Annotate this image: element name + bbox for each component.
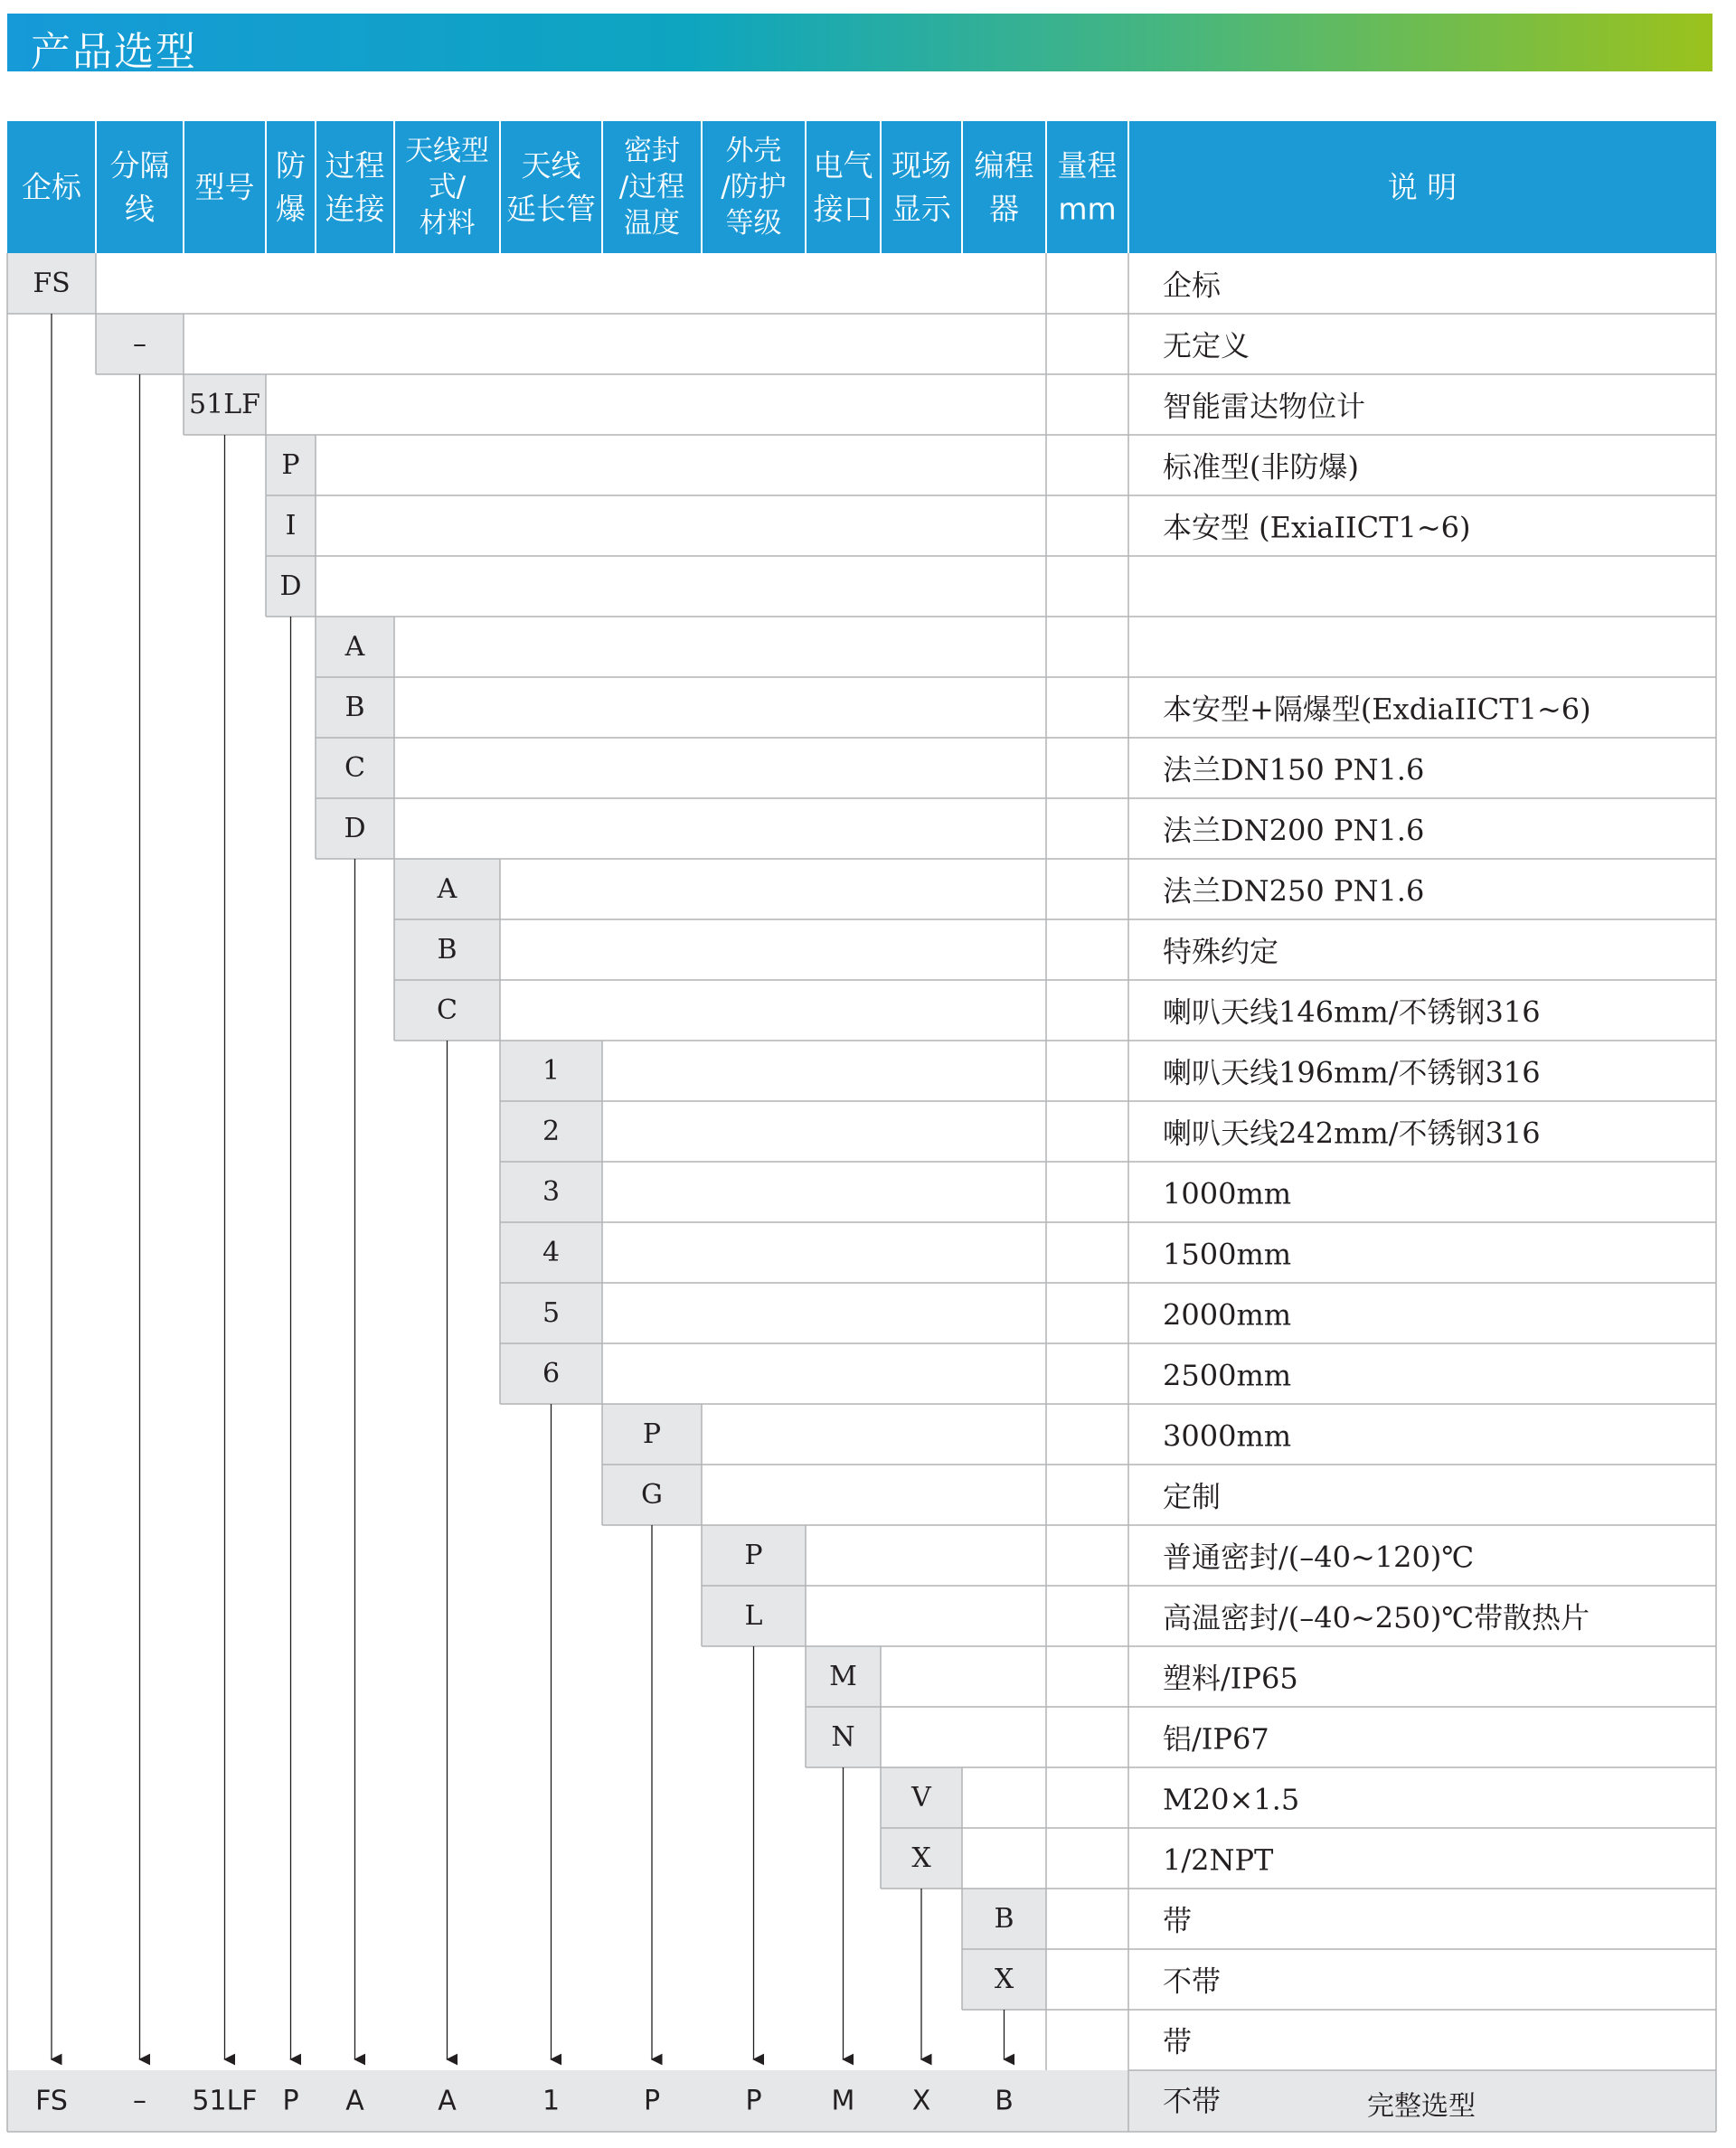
column-header-11: 编程 [974, 147, 1034, 184]
description-row-3: 标准型(非防爆) [1163, 449, 1359, 485]
column-header-4: 过程 [325, 147, 385, 184]
column-header-12: 量程 [1057, 147, 1118, 184]
code-p: P [281, 449, 300, 481]
column-header-8: 外壳 [725, 135, 782, 167]
code-–: – [133, 328, 146, 360]
description-row-14: 喇叭天线242mm/不锈钢316 [1163, 1116, 1541, 1151]
column-header-10: 现场 [892, 147, 951, 184]
description-row-1: 无定义 [1163, 328, 1250, 363]
description-row-9: 法兰DN200 PN1.6 [1163, 813, 1425, 848]
description-row-21: 普通密封/(–40~120)℃ [1163, 1540, 1475, 1575]
code-p: P [642, 1418, 662, 1450]
final-code-6: 1 [542, 2085, 561, 2117]
column-header-1: 分隔 [109, 147, 170, 184]
column-header-7: 温度 [624, 207, 680, 240]
description-row-27: 带 [1163, 1903, 1193, 1938]
final-code-2: 51LF [192, 2085, 258, 2117]
complete-selection-label: 完整选型 [1367, 2090, 1476, 2123]
final-code-8: P [745, 2085, 762, 2117]
page-title: 产品选型 [31, 29, 197, 75]
description-row-28: 不带 [1163, 1964, 1222, 1999]
code-a: A [344, 631, 365, 663]
table-header [7, 121, 1716, 253]
code-l: L [744, 1600, 763, 1632]
description-row-10: 法兰DN250 PN1.6 [1163, 873, 1425, 909]
description-row-16: 1500mm [1163, 1237, 1292, 1272]
column-header-4: 连接 [325, 191, 385, 227]
code-c: C [344, 752, 365, 784]
description-row-25: M20×1.5 [1163, 1782, 1300, 1817]
final-code-1: – [133, 2085, 146, 2117]
description-row-29: 带 [1163, 2024, 1193, 2059]
code-x: X [994, 1964, 1014, 1995]
code-n: N [831, 1721, 855, 1753]
code-51lf: 51LF [189, 389, 260, 420]
column-header-3: 爆 [276, 191, 306, 227]
code-d: D [279, 570, 302, 602]
code-4: 4 [542, 1237, 561, 1268]
final-code-5: A [438, 2085, 457, 2117]
code-c: C [437, 994, 458, 1026]
column-header-5: 式/ [428, 171, 467, 203]
column-header-6: 天线 [521, 147, 581, 184]
final-code-10: X [911, 2085, 931, 2117]
column-header-2: 型号 [194, 169, 255, 205]
description-row-17: 2000mm [1163, 1297, 1292, 1333]
column-header-11: 器 [989, 191, 1019, 227]
code-x: X [911, 1842, 931, 1874]
column-header-12: mm [1058, 191, 1117, 227]
description-row-20: 定制 [1163, 1479, 1222, 1514]
code-3: 3 [542, 1176, 561, 1208]
final-code-0: FS [35, 2085, 68, 2117]
final-code-11: B [995, 2085, 1014, 2117]
description-row-24: 铝/IP67 [1163, 1721, 1269, 1757]
column-header-8: /防护 [721, 171, 787, 203]
description-row-18: 2500mm [1163, 1358, 1292, 1393]
code-d: D [344, 813, 366, 844]
description-row-22: 高温密封/(–40~250)℃带散热片 [1163, 1600, 1590, 1635]
description-row-15: 1000mm [1163, 1176, 1292, 1211]
final-code-4: A [345, 2085, 364, 2117]
description-row-13: 喇叭天线196mm/不锈钢316 [1163, 1055, 1541, 1090]
description-row-23: 塑料/IP65 [1163, 1661, 1298, 1696]
code-5: 5 [542, 1297, 561, 1329]
description-row-26: 1/2NPT [1163, 1842, 1274, 1878]
column-header-1: 线 [125, 191, 155, 227]
code-a: A [437, 873, 458, 905]
final-description: 不带 [1163, 2084, 1222, 2118]
column-header-0: 企标 [22, 169, 81, 205]
final-code-3: P [282, 2085, 299, 2117]
code-p: P [744, 1540, 763, 1571]
column-header-7: 密封 [624, 135, 680, 167]
code-m: M [829, 1661, 857, 1692]
description-row-11: 特殊约定 [1163, 934, 1279, 969]
description-row-12: 喇叭天线146mm/不锈钢316 [1163, 994, 1541, 1030]
code-g: G [641, 1479, 663, 1511]
description-row-0: 企标 [1163, 268, 1222, 303]
description-row-4: 本安型 (ExiaIICT1~6) [1163, 510, 1471, 545]
column-header-9: 接口 [813, 191, 873, 227]
column-header-7: /过程 [618, 171, 685, 203]
code-b: B [437, 934, 458, 966]
code-6: 6 [542, 1358, 561, 1390]
code-fs: FS [33, 268, 71, 299]
column-header-5: 材料 [419, 207, 476, 240]
code-i: I [285, 510, 297, 542]
code-1: 1 [542, 1055, 561, 1087]
code-v: V [911, 1782, 931, 1814]
code-b: B [994, 1903, 1014, 1935]
description-row-7: 本安型+隔爆型(ExdiaIICT1~6) [1163, 692, 1591, 727]
column-header-10: 显示 [892, 191, 951, 227]
description-row-19: 3000mm [1163, 1418, 1292, 1454]
code-2: 2 [542, 1116, 561, 1147]
description-header: 说 明 [1387, 169, 1458, 205]
column-header-5: 天线型 [405, 135, 489, 167]
final-code-7: P [643, 2085, 661, 2117]
description-row-8: 法兰DN150 PN1.6 [1163, 752, 1425, 787]
description-row-2: 智能雷达物位计 [1163, 389, 1366, 424]
column-header-9: 电气 [813, 147, 873, 184]
column-header-3: 防 [276, 147, 306, 184]
final-code-9: M [831, 2085, 855, 2117]
column-header-8: 等级 [725, 207, 782, 240]
code-b: B [344, 692, 365, 723]
column-header-6: 延长管 [506, 191, 596, 227]
